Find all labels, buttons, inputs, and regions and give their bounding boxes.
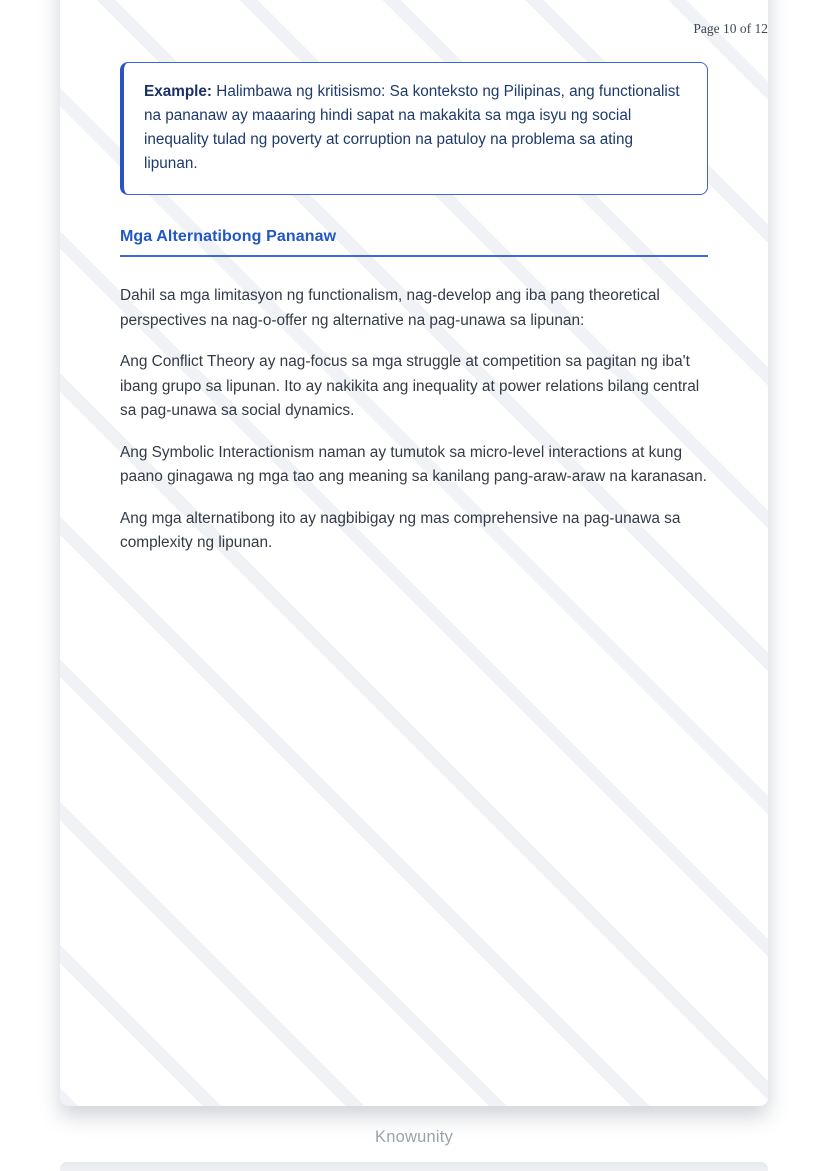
brand-watermark: Knowunity	[375, 1128, 453, 1146]
section-divider	[120, 255, 708, 257]
paragraph: Ang mga alternatibong ito ay nagbibigay ng mas comprehensive na pag-unawa sa complexity ng lipunan.	[120, 509, 681, 551]
next-page-edge	[60, 1162, 768, 1171]
paragraph: Dahil sa mga limitasyon ng functionalism, nag-develop ang iba pang theoretical perspectives na nag-o-offer ng alternative na pag-unawa sa lipunan:	[120, 287, 660, 329]
paragraph: Ang Conflict Theory ay nag-focus sa mga struggle at competition sa pagitan ng iba't ibang grupo sa lipunan. Ito ay nakikita ang inequality at power relations bilang central sa pag-unawa sa social dynamics.	[120, 353, 700, 419]
example-callout	[120, 62, 708, 195]
example-label: Example:	[144, 83, 213, 100]
page-indicator: Page 10 of 12	[693, 21, 768, 36]
viewer-footer	[0, 1128, 828, 1147]
paragraph: Ang Symbolic Interactionism naman ay tumutok sa micro-level interactions at kung paano ginagawa ng mga tao ang meaning sa kanilang pang-araw-araw na karanasan.	[120, 443, 707, 485]
page-content	[60, 0, 768, 573]
example-text: Halimbawa ng kritisismo: Sa konteksto ng Pilipinas, ang functionalist na pananaw ay maaaring hindi sapat na makakita sa mga isyu ng social inequality tulad ng poverty at corruption na patuloy na problema sa ating lipunan.	[144, 83, 680, 172]
section-heading: Mga Alternatibong Pananaw	[120, 228, 337, 245]
section-body	[120, 284, 708, 556]
